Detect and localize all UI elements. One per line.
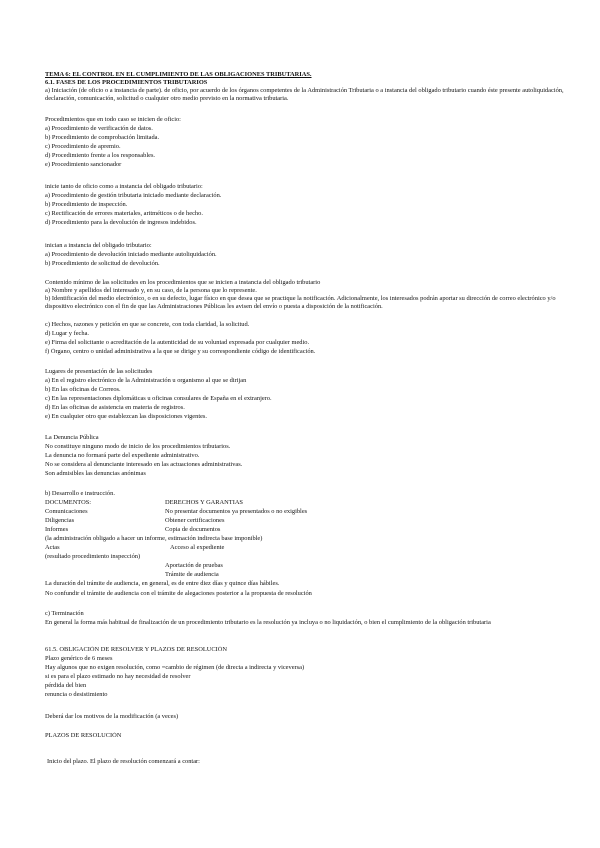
- acceso-expediente: Acceso al expediente: [170, 544, 225, 551]
- list-item: d) En las oficinas de asistencia en materia de registros.: [45, 404, 185, 411]
- iniciacion-paragraph: a) Iniciación (de oficio o a instancia de parte). de oficio, por acuerdo de los órganos competentes de la Administración Tributaria o a instancia del obligado tributario cuando éste presente autoliquidación, declaración, comunicación, solicitud o cualquier otro medio previsto en la normativa tributaria.: [45, 87, 564, 102]
- list-item: e) Firma del solicitante o acreditación de la autenticidad de su voluntad expresada por cualquier medio.: [45, 339, 310, 346]
- table-row: Comunicaciones: [45, 508, 88, 515]
- list-item: a) Procedimiento de devolución iniciado mediante autoliquidación.: [45, 251, 217, 258]
- list-item: si es para el plazo estimado no hay necesidad de resolver: [45, 673, 191, 680]
- denuncia-heading: La Denuncia Pública: [45, 434, 99, 441]
- table-row: Copia de documentos: [165, 526, 221, 533]
- list-item: a) En el registro electrónico de la Administración u organismo al que se dirijan: [45, 377, 247, 384]
- table-row: Informes: [45, 526, 69, 533]
- terminacion-paragraph: En general la forma más habitual de finalización de un procedimiento tributario es la resolución ya incluya o no liquidación, o bien el cumplimiento de la obligación tributaria: [45, 619, 491, 626]
- list-item: f) Órgano, centro o unidad administrativa a la que se dirige y su correspondiente código de identificación.: [45, 348, 316, 355]
- list-item: d) Lugar y fecha.: [45, 330, 90, 337]
- list-item: Son admisibles las denuncias anónimas: [45, 470, 146, 477]
- list-item: No constituye ninguno modo de inicio de los procedimientos tributarios.: [45, 443, 231, 450]
- list-item: d) Procedimiento frente a los responsables.: [45, 152, 156, 159]
- list-item: Plazo genérico de 6 meses: [45, 655, 113, 662]
- list-item: renuncia o desistimiento: [45, 691, 108, 698]
- list-item: b) En las oficinas de Correos.: [45, 386, 121, 393]
- contenido-heading: Contenido mínimo de las solicitudes en los procedimientos que se inicien a instancia del obligado tributario: [45, 279, 321, 286]
- confundir-line: No confundir el trámite de audiencia con el trámite de alegaciones posterior a la propuesta de resolución: [45, 590, 312, 597]
- list-item: e) Procedimiento sancionador: [45, 161, 122, 168]
- instancia-heading: inician a instancia del obligado tributario:: [45, 242, 152, 249]
- document-title: TEMA 6: EL CONTROL EN EL CUMPLIMIENTO DE LAS OBLIGACIONES TRIBUTARIAS.: [45, 71, 312, 78]
- lugares-heading: Lugares de presentación de las solicitudes: [45, 368, 153, 375]
- list-item: b) Procedimiento de solicitud de devolución.: [45, 260, 160, 267]
- table-row: Obtener certificaciones: [165, 517, 225, 524]
- list-item: b) Procedimiento de comprobación limitada.: [45, 134, 160, 141]
- derechos-label: DERECHOS Y GARANTIAS: [165, 499, 243, 506]
- plazos-heading: PLAZOS DE RESOLUCIÓN: [45, 732, 122, 739]
- duracion-line: La duración del trámite de audiencia, en general, es de entre diez días y quince días hábiles.: [45, 580, 280, 587]
- list-item: b) Identificación del medio electrónico, o en su defecto, lugar físico en que desea que se practique la notificación. Adicionalmente, los interesados podrán aportar su dirección de correo electrónico y/o dispositivo electrónico con el fin de que las Administraciones Públicas les avisen del envío o puesta a disposición de la notificación.: [45, 295, 556, 310]
- mixto-heading: inicie tanto de oficio como a instancia del obligado tributario:: [45, 183, 203, 190]
- documentos-label: DOCUMENTOS:: [45, 499, 92, 506]
- list-item: c) En las representaciones diplomáticas u oficinas consulares de España en el extranjero.: [45, 395, 272, 402]
- list-item: d) Procedimiento para la devolución de ingresos indebidos.: [45, 219, 197, 226]
- aportacion-pruebas: Aportación de pruebas: [165, 562, 223, 569]
- list-item: b) Procedimiento de inspección.: [45, 201, 128, 208]
- desarrollo-heading: b) Desarrollo e instrucción.: [45, 490, 115, 497]
- section-6-1-5-heading: 61.5. OBLIGACIÓN DE RESOLVER Y PLAZOS DE RESOLUCIÓN: [45, 646, 227, 653]
- list-item: c) Procedimiento de apremio.: [45, 143, 121, 150]
- inicio-plazo-line: Inicio del plazo. El plazo de resolución comenzará a contar:: [47, 758, 200, 765]
- list-item: No se considera al denunciante interesado en las actuaciones administrativas.: [45, 461, 243, 468]
- oficio-heading: Procedimientos que en todo caso se inicien de oficio:: [45, 116, 181, 123]
- table-row: Diligencias: [45, 517, 75, 524]
- tramite-audiencia: Trámite de audiencia: [165, 571, 219, 578]
- list-item: a) Nombre y apellidos del interesado y, en su caso, de la persona que lo represente.: [45, 287, 257, 294]
- terminacion-heading: c) Terminación: [45, 610, 84, 617]
- motivos-line: Deberá dar los motivos de la modificación (a veces): [45, 713, 179, 720]
- actas-note: (resultado procedimiento inspección): [45, 553, 141, 560]
- informe-note: (la administración obligado a hacer un informe, estimación indirecta base imponible): [45, 535, 263, 542]
- table-row: No presentar documentos ya presentados o no exigibles: [165, 508, 308, 515]
- list-item: Hay algunos que no exigen resolución, como =cambio de régimen (de directa a indirecta y viceversa): [45, 664, 305, 671]
- list-item: La denuncia no formará parte del expediente administrativo.: [45, 452, 200, 459]
- list-item: c) Rectificación de errores materiales, aritméticos o de hecho.: [45, 210, 203, 217]
- list-item: a) Procedimiento de gestión tributaria iniciado mediante declaración.: [45, 192, 222, 199]
- list-item: pérdida del bien: [45, 682, 87, 689]
- list-item: a) Procedimiento de verificación de datos.: [45, 125, 153, 132]
- list-item: e) En cualquier otro que establezcan las disposiciones vigentes.: [45, 413, 208, 420]
- list-item: c) Hechos, razones y petición en que se concrete, con toda claridad, la solicitud.: [45, 321, 250, 328]
- actas-label: Actas: [45, 544, 60, 551]
- section-6-1-heading: 6.1. FASES DE LOS PROCEDIMIENTOS TRIBUTARIOS: [45, 79, 208, 86]
